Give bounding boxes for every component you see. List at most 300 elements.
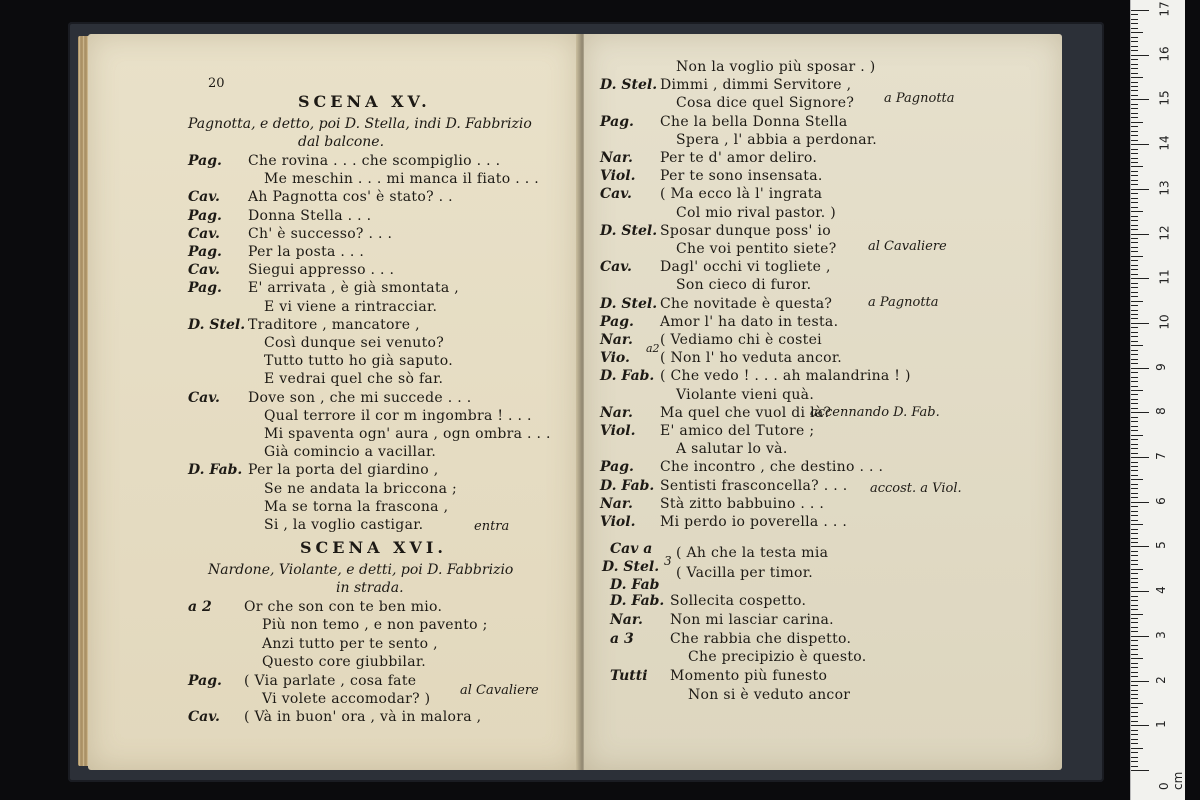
verse-line: Amor l' ha dato in testa. — [660, 313, 839, 330]
verse-line: Stà zitto babbuino . . . — [660, 495, 825, 512]
ruler-tick — [1131, 117, 1138, 118]
stage-direction: accost. a Viol. — [870, 481, 962, 496]
ruler-tick — [1131, 605, 1138, 606]
verse-line: Che voi pentito siete? — [676, 241, 837, 257]
verse-line: Ma quel che vuol di là? — [660, 404, 832, 421]
ruler-tick — [1131, 301, 1143, 302]
ruler-tick — [1131, 32, 1143, 33]
ruler-tick — [1131, 712, 1138, 713]
verse-line: Che precipizio è questo. — [688, 649, 867, 666]
speaker-label: Cav. — [188, 262, 220, 279]
ruler-tick — [1131, 211, 1143, 212]
speaker-label: Viol. — [600, 423, 636, 439]
ruler-tick — [1131, 582, 1138, 583]
ruler-tick — [1131, 618, 1138, 619]
ruler-tick — [1131, 220, 1138, 221]
ruler-tick — [1131, 59, 1138, 60]
ruler-tick — [1131, 493, 1138, 494]
verse-line: A salutar lo và. — [676, 441, 788, 458]
ruler-tick — [1131, 529, 1138, 530]
verse-line: Non si è veduto ancor — [688, 687, 851, 703]
ruler-tick — [1131, 479, 1143, 480]
ruler-tick — [1131, 140, 1138, 141]
ruler-tick — [1131, 318, 1138, 319]
ruler-tick — [1131, 645, 1138, 646]
ruler-tick — [1131, 578, 1138, 579]
ruler-tick — [1131, 46, 1138, 47]
stage-direction: a Pagnotta — [884, 91, 955, 106]
speaker-label: D. Fab. — [188, 462, 243, 479]
verse-line: Anzi tutto per te sento , — [262, 635, 438, 652]
verse-line: Ah Pagnotta cos' è stato? . . — [248, 189, 453, 206]
ruler-tick — [1131, 310, 1138, 311]
ruler-tick — [1131, 278, 1149, 279]
verse-line: Non mi lasciar carina. — [670, 611, 834, 628]
ruler-tick — [1131, 171, 1138, 172]
verse-line: ( Vediamo chi è costei — [660, 332, 822, 348]
ruler-tick — [1131, 444, 1138, 445]
ruler-tick — [1131, 403, 1138, 404]
verse-line: Non la voglio più sposar . ) — [676, 59, 876, 75]
ruler-tick — [1131, 234, 1149, 235]
ruler-tick — [1131, 153, 1138, 154]
ruler-tick — [1131, 14, 1138, 15]
ruler-number: 17 — [1157, 1, 1172, 17]
ruler-tick — [1131, 698, 1138, 699]
ruler-tick — [1131, 770, 1149, 771]
ruler-tick — [1131, 757, 1138, 758]
ruler-tick — [1131, 184, 1138, 185]
verse-line: ( Non l' ho veduta ancor. — [660, 350, 843, 367]
ruler-tick — [1131, 743, 1138, 744]
verse-line: Traditore , mancatore , — [248, 316, 420, 333]
ruler-tick — [1131, 77, 1143, 78]
ruler-tick — [1131, 703, 1143, 704]
verse-line: Per te sono insensata. — [660, 168, 823, 185]
verse-line: Già comincio a vacillar. — [264, 444, 437, 461]
speaker-label: Viol. — [600, 514, 636, 530]
speaker-label: a 3 — [610, 630, 634, 647]
scene-subtitle: in strada. — [336, 580, 404, 596]
speaker-label: Pag. — [188, 207, 222, 224]
verse-line: Sollecita cospetto. — [670, 593, 807, 609]
ruler-tick — [1131, 149, 1138, 150]
ruler-number: 15 — [1157, 90, 1172, 107]
ruler-tick — [1131, 23, 1138, 24]
ruler-tick — [1131, 506, 1138, 507]
ruler-tick — [1131, 82, 1138, 83]
ruler-tick — [1131, 99, 1149, 100]
ruler-tick — [1131, 359, 1138, 360]
speaker-label: Pag. — [600, 113, 634, 130]
verse-line: Siegui appresso . . . — [248, 262, 395, 279]
speaker-label: Nar. — [600, 495, 633, 512]
verse-line: Mi spaventa ogn' aura , ogn ombra . . . — [264, 426, 551, 442]
ruler-tick — [1131, 609, 1138, 610]
speaker-label: Nar. — [600, 332, 633, 348]
ruler-tick — [1131, 555, 1138, 556]
ruler-tick — [1131, 274, 1138, 275]
ruler-tick — [1131, 287, 1138, 288]
ruler-tick — [1131, 734, 1138, 735]
ruler-tick — [1131, 466, 1138, 467]
ruler-tick — [1131, 193, 1138, 194]
trio-number: 3 — [664, 554, 672, 568]
speaker-label: Cav. — [600, 186, 632, 203]
ruler-tick — [1131, 363, 1138, 364]
verse-line: Per la porta del giardino , — [248, 462, 439, 479]
ruler-number: 5 — [1153, 541, 1168, 550]
speaker-label: Nar. — [600, 404, 633, 421]
ruler-tick — [1131, 475, 1138, 476]
verse-line: Così dunque sei venuto? — [264, 335, 445, 351]
ruler-tick — [1131, 551, 1138, 552]
ruler-tick — [1131, 636, 1149, 637]
ruler-tick — [1131, 50, 1138, 51]
ruler-tick — [1131, 462, 1138, 463]
speaker-label: Tutti — [610, 668, 648, 685]
verse-line: Che rovina . . . che scompiglio . . . — [248, 153, 501, 169]
ruler-tick — [1131, 457, 1149, 458]
ruler-tick — [1131, 470, 1138, 471]
ruler-tick — [1131, 251, 1138, 252]
ruler-tick — [1131, 721, 1138, 722]
ruler-number: 3 — [1153, 631, 1168, 639]
verse-line: Ch' è successo? . . . — [248, 225, 393, 242]
ruler-tick — [1131, 126, 1138, 127]
verse-line: Se ne andata la briccona ; — [264, 480, 458, 497]
verse-line: Che incontro , che destino . . . — [660, 459, 884, 476]
ruler-tick — [1131, 766, 1138, 767]
speaker-label: D. Stel. — [600, 77, 658, 94]
ruler-tick — [1131, 225, 1138, 226]
ruler-tick — [1131, 189, 1149, 190]
ruler-tick — [1131, 19, 1138, 20]
ruler-tick — [1131, 761, 1138, 762]
ruler-number: 10 — [1157, 314, 1172, 330]
ruler-tick — [1131, 283, 1138, 284]
verse-line: Qual terrore il cor m ingombra ! . . . — [264, 407, 532, 424]
verse-line: Che rabbia che dispetto. — [670, 630, 852, 647]
stage-direction: a2 — [646, 342, 660, 355]
verse-line: Son cieco di furor. — [676, 277, 812, 294]
verse-line: Mi perdo io poverella . . . — [660, 514, 848, 530]
ruler-tick — [1131, 685, 1138, 686]
ruler-tick — [1131, 41, 1138, 42]
ruler-tick — [1131, 412, 1149, 413]
ruler-tick — [1131, 229, 1138, 230]
verse-line: Che la bella Donna Stella — [660, 113, 848, 130]
ruler-tick — [1131, 694, 1138, 695]
ruler-tick — [1131, 408, 1138, 409]
verse-line: Ma se torna la frascona , — [264, 498, 449, 515]
ruler-tick — [1131, 435, 1143, 436]
page-number: 20 — [208, 76, 225, 91]
verse-line: Violante vieni quà. — [676, 386, 815, 403]
speaker-label: D. Fab. — [610, 593, 665, 609]
ruler-tick — [1131, 453, 1138, 454]
ruler-tick — [1131, 327, 1138, 328]
ruler-tick — [1131, 28, 1138, 29]
ruler-tick — [1131, 681, 1149, 682]
stage-direction: al Cavaliere — [868, 239, 947, 254]
verse-line: Tutto tutto ho già saputo. — [264, 353, 453, 370]
ruler-tick — [1131, 426, 1138, 427]
scene-subtitle: Pagnotta, e detto, poi D. Stella, indi D. Fabbrizio — [188, 116, 532, 132]
speaker-label: D. Stel. — [188, 316, 246, 333]
stage-direction: accennando D. Fab. — [810, 405, 940, 420]
verse-line: Donna Stella . . . — [248, 207, 372, 224]
speaker-label: Nar. — [600, 150, 633, 166]
ruler-tick — [1131, 394, 1138, 395]
ruler-tick — [1131, 497, 1138, 498]
verse-line: Che novitade è questa? — [660, 295, 833, 312]
ruler-tick — [1131, 180, 1138, 181]
ruler-tick — [1131, 381, 1138, 382]
ruler-tick — [1131, 162, 1138, 163]
ruler-tick — [1131, 341, 1138, 342]
ruler-tick — [1131, 296, 1138, 297]
ruler-number: 14 — [1157, 135, 1172, 151]
speaker-label: D. Stel. — [600, 222, 658, 239]
ruler-tick — [1131, 676, 1138, 677]
ruler-tick — [1131, 421, 1138, 422]
measuring-ruler — [1130, 0, 1185, 800]
verse-line: E' arrivata , è già smontata , — [248, 280, 460, 297]
ruler-number: 2 — [1153, 675, 1168, 684]
stage-direction: entra — [474, 519, 510, 534]
speaker-label: D. Fab. — [600, 477, 655, 494]
ruler-tick — [1131, 158, 1138, 159]
ruler-tick — [1131, 238, 1138, 239]
speaker-label: Cav a — [610, 541, 653, 557]
ruler-tick — [1131, 305, 1138, 306]
speaker-label: Viol. — [600, 168, 636, 185]
speaker-label: a 2 — [188, 599, 212, 615]
ruler-tick — [1131, 524, 1143, 525]
ruler-tick — [1131, 502, 1149, 503]
ruler-tick — [1131, 564, 1138, 565]
ruler-tick — [1131, 488, 1138, 489]
ruler-number: 9 — [1153, 362, 1168, 371]
ruler-tick — [1131, 716, 1138, 717]
scene-title: SCENA XV. — [298, 92, 431, 111]
stage-direction: a Pagnotta — [868, 295, 939, 310]
ruler-tick — [1131, 113, 1138, 114]
ruler-tick — [1131, 631, 1138, 632]
ruler-tick — [1131, 730, 1138, 731]
ruler-tick — [1131, 430, 1138, 431]
speaker-label: Cav. — [188, 189, 220, 206]
speaker-label: Pag. — [188, 244, 222, 260]
speaker-label: Cav. — [600, 259, 632, 276]
ruler-tick — [1131, 690, 1138, 691]
ruler-tick — [1131, 131, 1138, 132]
left-page — [88, 34, 578, 770]
verse-line: ( Vacilla per timor. — [676, 565, 813, 581]
ruler-tick — [1131, 368, 1149, 369]
ruler-tick — [1131, 122, 1143, 123]
verse-line: Vi volete accomodar? ) — [262, 691, 431, 707]
ruler-tick — [1131, 596, 1138, 597]
ruler-tick — [1131, 86, 1138, 87]
verse-line: Questo core giubbilar. — [262, 654, 427, 671]
ruler-tick — [1131, 627, 1138, 628]
ruler-number: 7 — [1153, 452, 1168, 460]
ruler-tick — [1131, 108, 1138, 109]
ruler-tick — [1131, 372, 1138, 373]
ruler-tick — [1131, 448, 1138, 449]
verse-line: Dagl' occhi vi togliete , — [660, 259, 831, 276]
verse-line: ( Và in buon' ora , và in malora , — [244, 709, 482, 726]
verse-line: ( Ah che la testa mia — [676, 545, 829, 561]
ruler-tick — [1131, 614, 1143, 615]
ruler-tick — [1131, 260, 1138, 261]
speaker-label: Pag. — [188, 672, 222, 689]
ruler-tick — [1131, 591, 1149, 592]
verse-line: Sposar dunque poss' io — [660, 222, 831, 239]
ruler-number: 11 — [1157, 269, 1172, 285]
ruler-tick — [1131, 336, 1138, 337]
ruler-tick — [1131, 144, 1149, 145]
speaker-label: Cav. — [188, 389, 220, 406]
ruler-tick — [1131, 520, 1138, 521]
verse-line: Si , la voglio castigar. — [264, 517, 424, 533]
ruler-tick — [1131, 667, 1138, 668]
ruler-tick — [1131, 707, 1138, 708]
ruler-tick — [1131, 533, 1138, 534]
ruler-tick — [1131, 292, 1138, 293]
scene-title: SCENA XVI. — [300, 538, 447, 557]
ruler-number: 8 — [1153, 407, 1168, 416]
speaker-label: Pag. — [600, 313, 634, 330]
ruler-number: 16 — [1157, 46, 1172, 62]
ruler-tick — [1131, 739, 1138, 740]
ruler-tick — [1131, 37, 1138, 38]
speaker-label: Nar. — [610, 611, 643, 628]
ruler-tick — [1131, 752, 1138, 753]
ruler-number: 1 — [1153, 720, 1168, 729]
ruler-number: 0 cm — [1157, 771, 1185, 790]
ruler-number: 12 — [1157, 224, 1172, 241]
scene-subtitle: Nardone, Violante, e detti, poi D. Fabbrizio — [208, 562, 514, 578]
speaker-label: D. Stel. — [602, 559, 660, 575]
ruler-tick — [1131, 104, 1138, 105]
ruler-tick — [1131, 269, 1138, 270]
ruler-tick — [1131, 515, 1138, 516]
verse-line: Per te d' amor deliro. — [660, 150, 818, 166]
ruler-tick — [1131, 202, 1138, 203]
ruler-tick — [1131, 587, 1138, 588]
ruler-tick — [1131, 640, 1138, 641]
ruler-tick — [1131, 55, 1149, 56]
ruler-tick — [1131, 73, 1138, 74]
ruler-tick — [1131, 345, 1143, 346]
ruler-tick — [1131, 377, 1138, 378]
ruler-tick — [1131, 622, 1138, 623]
ruler-tick — [1131, 247, 1138, 248]
verse-line: Per la posta . . . — [248, 244, 365, 260]
scene-subtitle: dal balcone. — [298, 134, 385, 150]
speaker-label: Pag. — [600, 459, 634, 476]
ruler-tick — [1131, 135, 1138, 136]
ruler-tick — [1131, 242, 1138, 243]
speaker-label: D. Stel. — [600, 295, 658, 312]
speaker-label: Pag. — [188, 153, 222, 169]
ruler-tick — [1131, 439, 1138, 440]
speaker-label: Vio. — [600, 350, 630, 367]
ruler-tick — [1131, 654, 1138, 655]
ruler-tick — [1131, 68, 1138, 69]
ruler-tick — [1131, 560, 1138, 561]
ruler-tick — [1131, 573, 1138, 574]
ruler-tick — [1131, 64, 1138, 65]
verse-line: Col mio rival pastor. ) — [676, 204, 837, 221]
ruler-tick — [1131, 511, 1138, 512]
ruler-tick — [1131, 748, 1143, 749]
verse-line: E vi viene a rintracciar. — [264, 298, 438, 315]
verse-line: ( Ma ecco là l' ingrata — [660, 186, 823, 203]
speaker-label: D. Fab. — [600, 368, 655, 385]
verse-line: ( Via parlate , cosa fate — [244, 672, 417, 689]
ruler-tick — [1131, 658, 1143, 659]
ruler-number: 6 — [1153, 496, 1168, 505]
ruler-number: 4 — [1153, 586, 1168, 594]
ruler-tick — [1131, 216, 1138, 217]
verse-line: Or che son con te ben mio. — [244, 599, 443, 615]
ruler-tick — [1131, 484, 1138, 485]
stage-direction: al Cavaliere — [460, 683, 539, 698]
ruler-tick — [1131, 399, 1138, 400]
ruler-tick — [1131, 600, 1138, 601]
ruler-tick — [1131, 198, 1138, 199]
ruler-tick — [1131, 546, 1149, 547]
ruler-tick — [1131, 672, 1138, 673]
ruler-tick — [1131, 175, 1138, 176]
verse-line: E vedrai quel che sò far. — [264, 371, 444, 388]
ruler-number: 13 — [1157, 180, 1172, 196]
ruler-tick — [1131, 10, 1149, 11]
verse-line: Sentisti frasconcella? . . . — [660, 477, 848, 494]
ruler-tick — [1131, 542, 1138, 543]
speaker-label: Cav. — [188, 225, 220, 242]
verse-line: Spera , l' abbia a perdonar. — [676, 131, 878, 148]
ruler-tick — [1131, 569, 1143, 570]
speaker-label: Cav. — [188, 709, 220, 726]
verse-line: Dimmi , dimmi Servitore , — [660, 77, 852, 94]
ruler-tick — [1131, 265, 1138, 266]
speaker-label: Pag. — [188, 280, 222, 297]
ruler-tick — [1131, 390, 1143, 391]
verse-line: E' amico del Tutore ; — [660, 423, 815, 439]
ruler-tick — [1131, 386, 1138, 387]
verse-line: ( Che vedo ! . . . ah malandrina ! ) — [660, 368, 911, 385]
verse-line: Momento più funesto — [670, 668, 828, 685]
verse-line: Cosa dice quel Signore? — [676, 95, 855, 112]
ruler-tick — [1131, 166, 1143, 167]
ruler-tick — [1131, 663, 1138, 664]
ruler-tick — [1131, 350, 1138, 351]
ruler-tick — [1131, 207, 1138, 208]
right-page — [584, 34, 1062, 770]
verse-line: Più non temo , e non pavento ; — [262, 617, 488, 634]
ruler-tick — [1131, 538, 1138, 539]
speaker-label: D. Fab — [610, 577, 660, 593]
ruler-tick — [1131, 95, 1138, 96]
verse-line: Dove son , che mi succede . . . — [248, 389, 472, 406]
ruler-tick — [1131, 256, 1143, 257]
verse-line: Me meschin . . . mi manca il fiato . . . — [264, 171, 539, 188]
